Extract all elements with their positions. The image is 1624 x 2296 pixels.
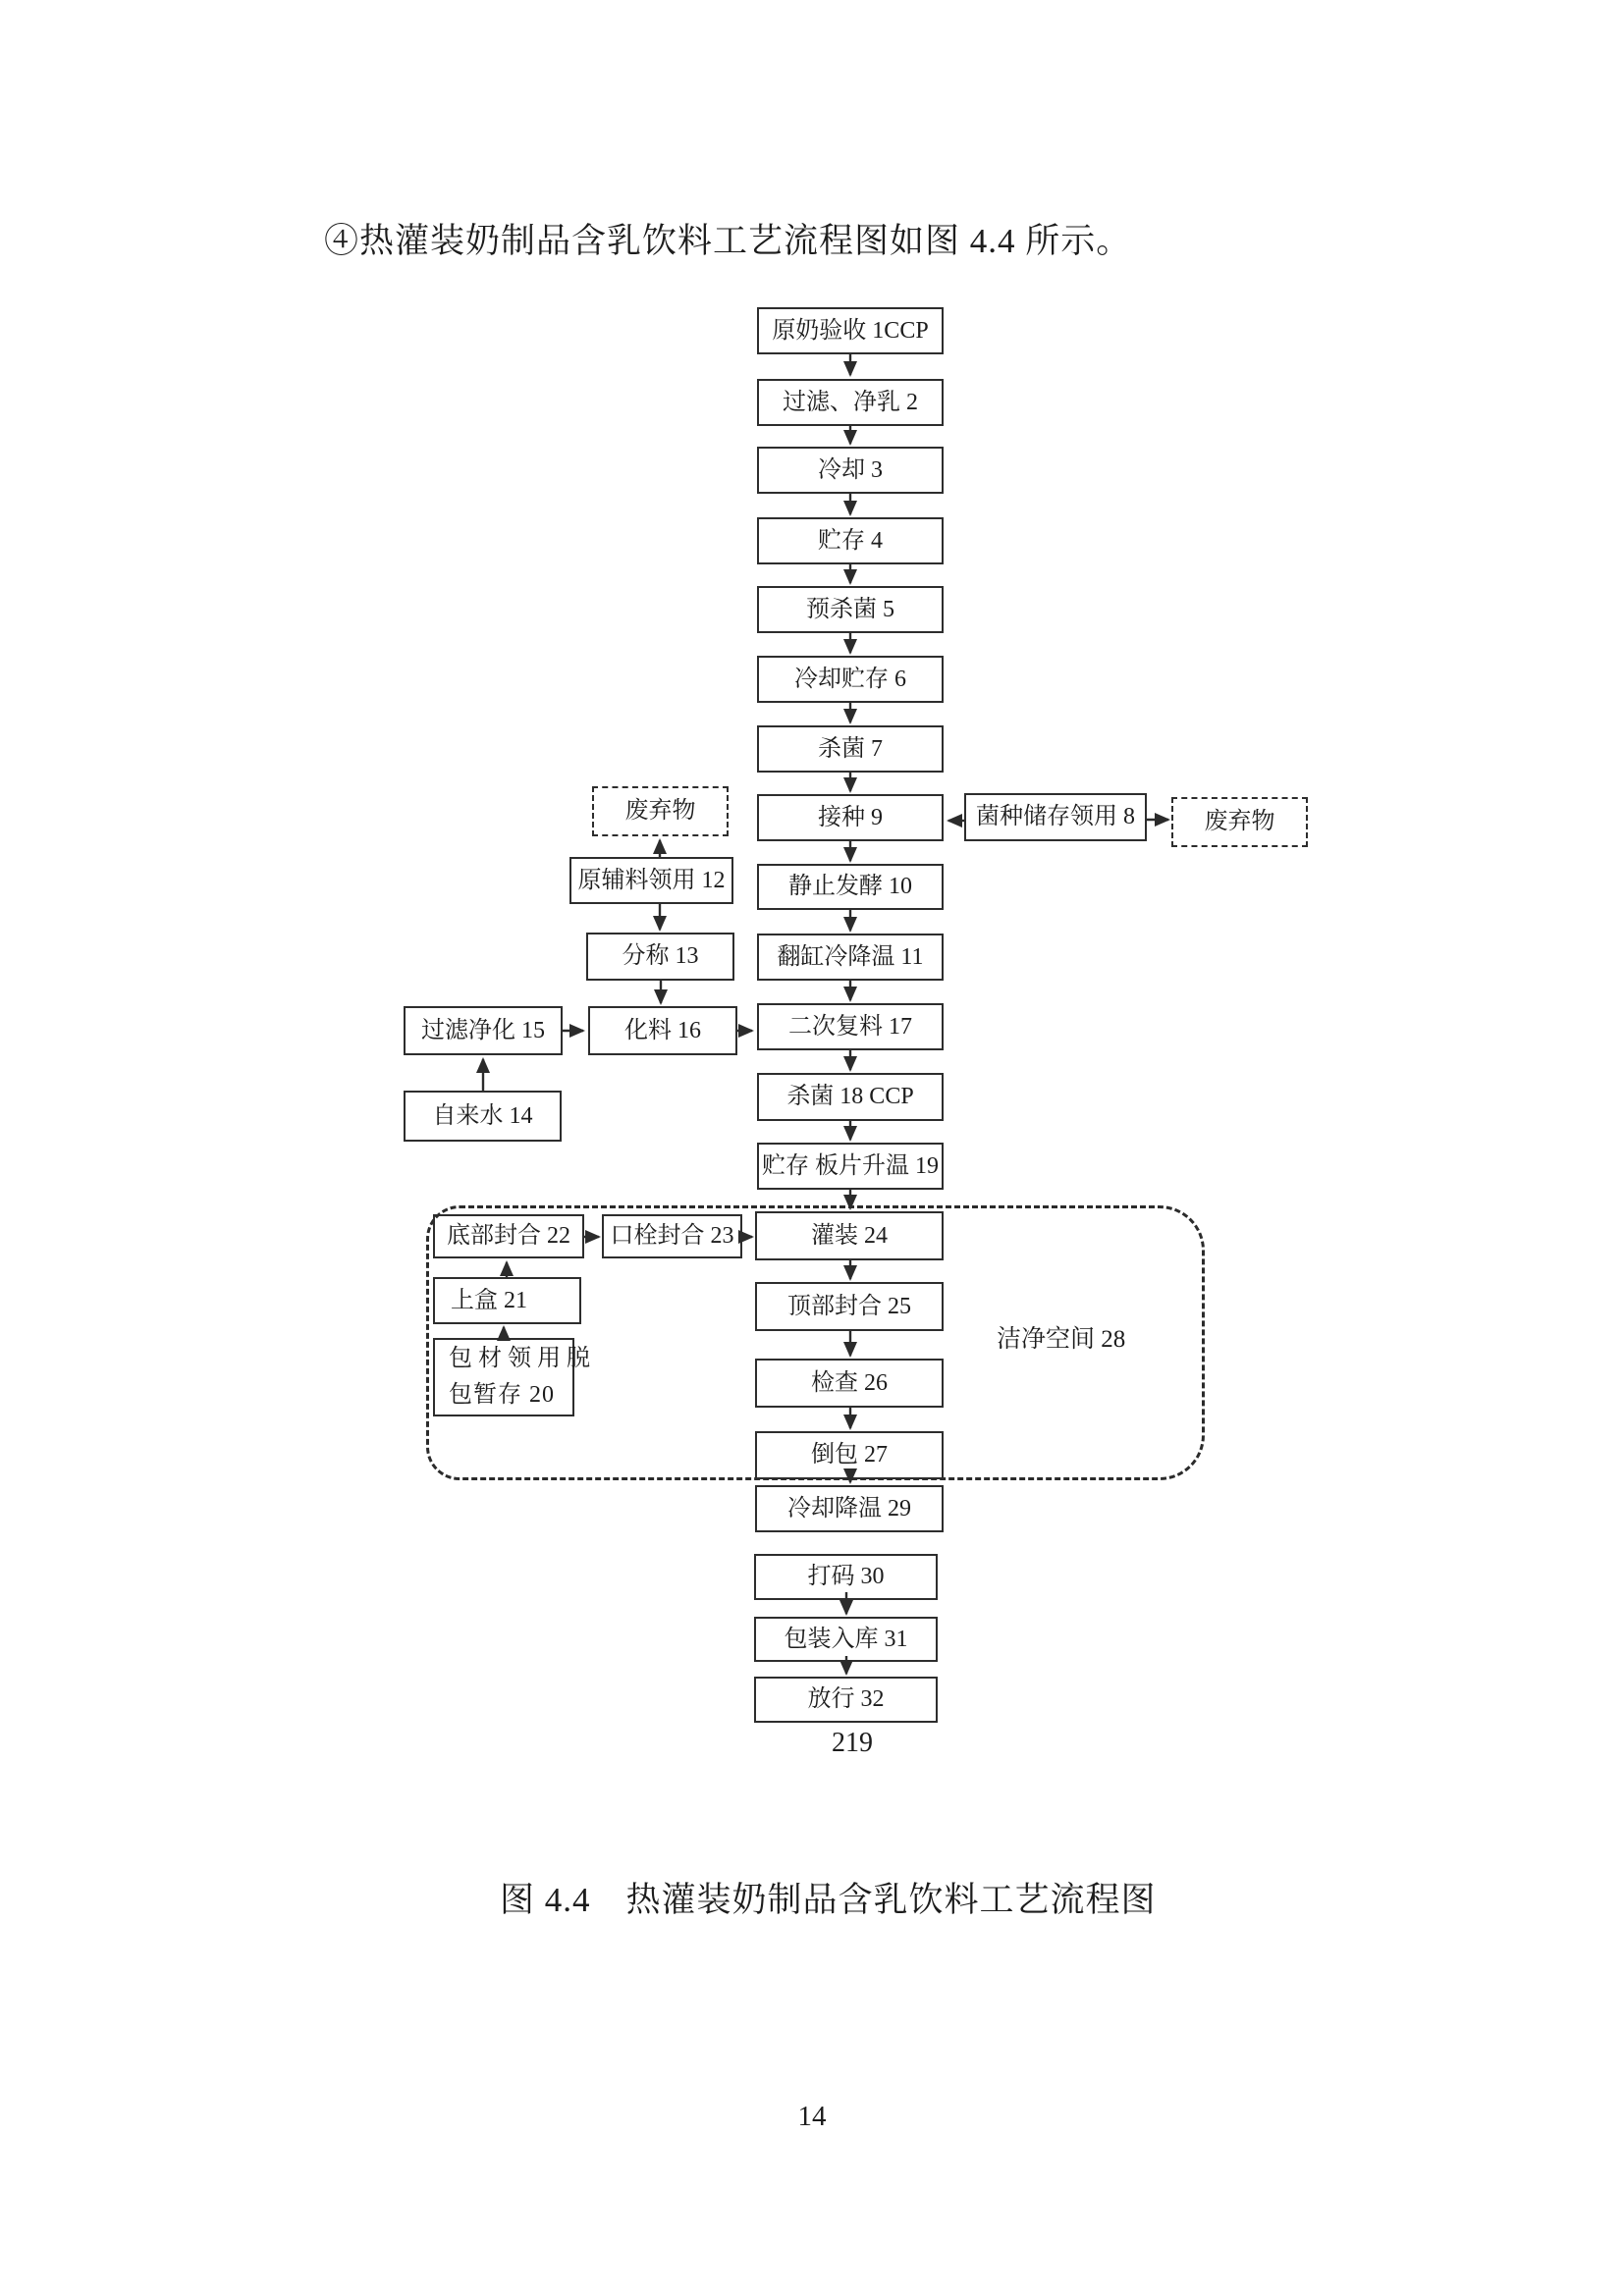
flow-node-raw-auxiliary-material-requisition: 原辅料领用 12 <box>569 857 733 904</box>
flow-node-inspection: 检查 26 <box>755 1359 944 1408</box>
flow-node-packing-warehousing: 包装入库 31 <box>754 1617 938 1662</box>
flow-node-tank-transfer-cooling: 翻缸冷降温 11 <box>757 934 944 981</box>
packaging-node-line2: 包暂存 20 <box>449 1382 555 1408</box>
flow-node-cooling: 冷却 3 <box>757 447 944 494</box>
flow-node-top-sealing: 顶部封合 25 <box>755 1282 944 1331</box>
page-number: 14 <box>797 2101 827 2132</box>
section-heading: ④热灌装奶制品含乳饮料工艺流程图如图 4.4 所示。 <box>324 222 1132 260</box>
flow-node-filtration-purification: 过滤净化 15 <box>404 1006 563 1055</box>
flow-node-storage: 贮存 4 <box>757 517 944 564</box>
flow-node-coding: 打码 30 <box>754 1554 938 1600</box>
flow-node-filling: 灌装 24 <box>755 1211 944 1260</box>
flow-node-secondary-compounding: 二次复料 17 <box>757 1003 944 1050</box>
flow-node-storage-plate-heating: 贮存 板片升温 19 <box>757 1143 944 1190</box>
flow-node-static-fermentation: 静止发酵 10 <box>757 864 944 910</box>
flow-node-release: 放行 32 <box>754 1677 938 1723</box>
flow-node-culture-storage-requisition: 菌种储存领用 8 <box>964 793 1147 841</box>
flow-node-raw-milk-acceptance: 原奶验收 1CCP <box>757 307 944 354</box>
flow-node-packaging-material-requisition <box>433 1338 596 1416</box>
flow-node-bottom-sealing: 底部封合 22 <box>433 1214 584 1258</box>
flow-node-waste-left: 废弃物 <box>592 786 729 836</box>
figure-caption: 图 4.4 热灌装奶制品含乳饮料工艺流程图 <box>500 1881 1157 1919</box>
diagram-footnote: 219 <box>832 1728 873 1758</box>
flow-node-inoculation: 接种 9 <box>757 794 944 841</box>
flow-node-pre-sterilization: 预杀菌 5 <box>757 586 944 633</box>
flow-node-material-dissolving: 化料 16 <box>588 1006 737 1055</box>
flow-node-weighing: 分称 13 <box>586 933 734 981</box>
flow-node-sterilization-18-ccp: 杀菌 18 CCP <box>757 1073 944 1121</box>
flow-node-cooling-down: 冷却降温 29 <box>755 1485 944 1532</box>
clean-room-label: 洁净空间 28 <box>997 1326 1126 1353</box>
flow-node-filtration-clarification: 过滤、净乳 2 <box>757 379 944 426</box>
packaging-node-line1: 包材领用脱 <box>449 1345 596 1371</box>
flow-node-tap-water: 自来水 14 <box>404 1091 562 1142</box>
flow-node-sterilization: 杀菌 7 <box>757 725 944 773</box>
flow-node-repack: 倒包 27 <box>755 1431 944 1479</box>
flow-node-carton-loading: 上盒 21 <box>433 1277 581 1324</box>
flow-node-waste-right: 废弃物 <box>1171 797 1308 847</box>
flow-node-cooling-storage: 冷却贮存 6 <box>757 656 944 703</box>
flow-node-spout-sealing: 口栓封合 23 <box>602 1214 742 1258</box>
